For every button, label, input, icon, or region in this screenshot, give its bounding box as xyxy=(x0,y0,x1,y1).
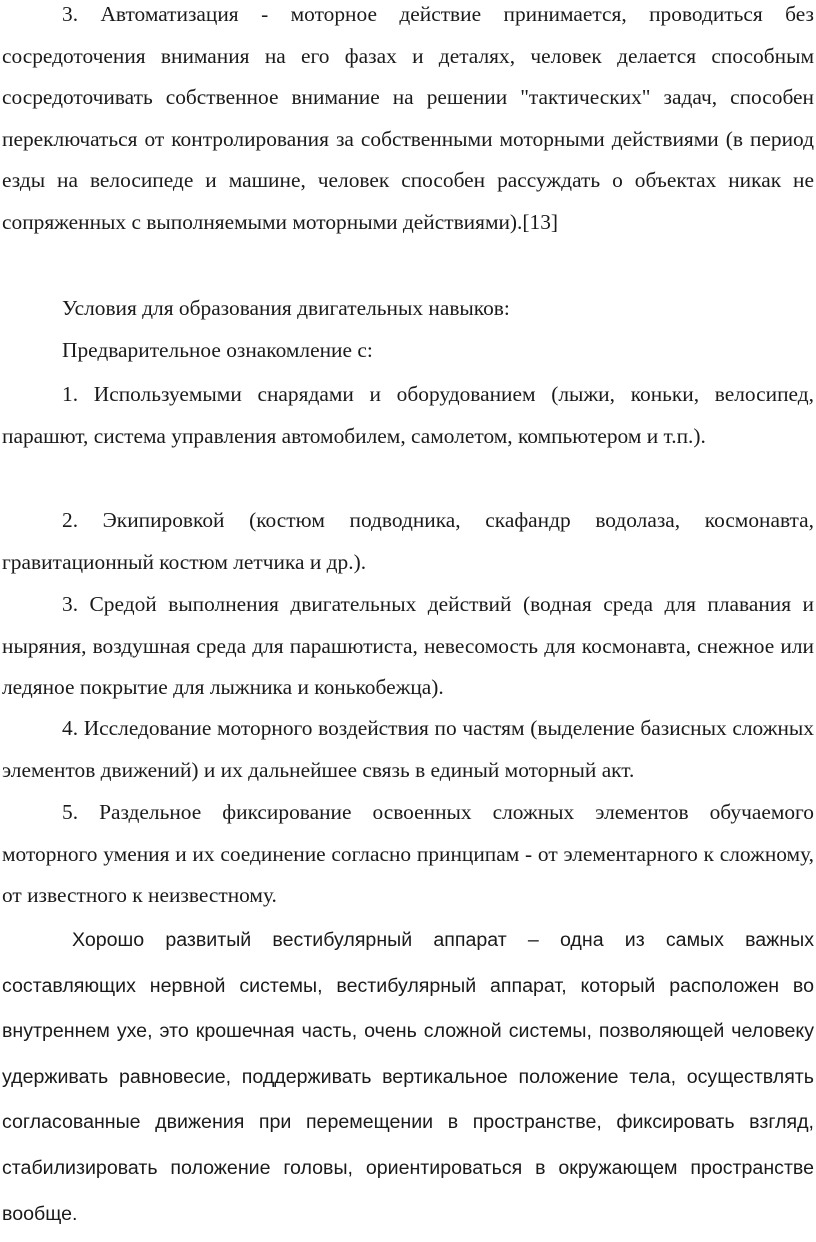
paragraph-preliminary-intro: Предварительное ознакомление с: xyxy=(62,338,373,362)
paragraph-automatization: 3. Автоматизация - моторное действие принимается, проводиться без сосредоточения внимания на его фазах и деталях, человек делается способным сосредоточивать собственное внимание на решении "тактических" задач, способен переключаться от контролирования за собственными моторными действиями (в период езды на велосипеде и машине, человек способен рассуждать о объектах никак не сопряженных с выполняемыми моторными действиями).[13] xyxy=(2,2,814,234)
list-item-gear: 2. Экипировкой (костюм подводника, скафандр водолаза, космонавта, гравитационный костюм летчика и др.). xyxy=(2,508,814,574)
paragraph-vestibular: Хорошо развитый вестибулярный аппарат – одна из самых важных составляющих нервной системы, вестибулярный аппарат, который расположен во внутреннем ухе, это крошечная часть, очень сложной системы, позволяющей человеку удерживать равновесие, поддерживать вертикальное положение тела, осуществлять согласованные движения при перемещении в пространстве, фиксировать взгляд, стабилизировать положение головы, ориентироваться в окружающем пространстве вообще. xyxy=(2,929,814,1225)
list-item-equipment: 1. Используемыми снарядами и оборудованием (лыжи, коньки, велосипед, парашют, система управления автомобилем, самолетом, компьютером и т.п.). xyxy=(2,382,814,448)
list-item-parts-study: 4. Исследование моторного воздействия по частям (выделение базисных сложных элементов движений) и их дальнейшее связь в единый моторный акт. xyxy=(2,716,814,782)
list-item-environment: 3. Средой выполнения двигательных действий (водная среда для плавания и ныряния, воздушная среда для парашютиста, невесомость для космонавта, снежное или ледяное покрытие для лыжника и конькобежца). xyxy=(2,592,814,700)
paragraph-conditions-heading: Условия для образования двигательных навыков: xyxy=(62,296,510,320)
list-item-fixation: 5. Раздельное фиксирование освоенных сложных элементов обучаемого моторного умения и их соединение согласно принципам - от элементарного к сложному, от известного к неизвестному. xyxy=(2,800,814,908)
